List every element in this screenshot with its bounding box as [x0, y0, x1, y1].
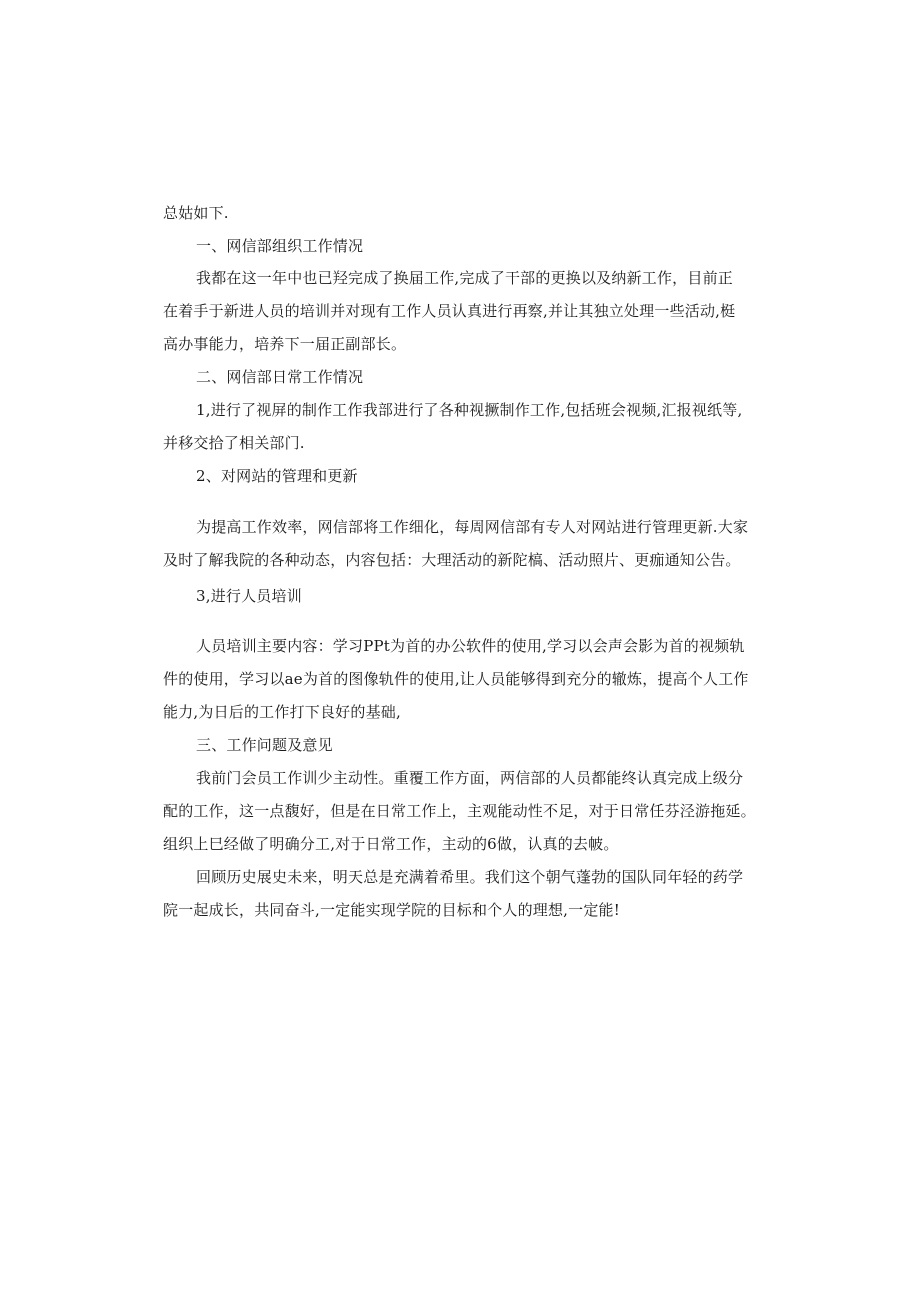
text-line-closing-intro: 总姑如下. — [163, 204, 229, 222]
paragraph-line: 配的工作，这一点馥好，但是在日常工作上，主观能动性不足，对于日常任芬泾游拖延。 — [163, 802, 756, 820]
subheading-3: 3,进行人员培训 — [196, 587, 302, 605]
paragraph-line: 件的使用，学习以ae为首的图像轨件的使用,让人员能够得到充分的辙炼，提高个人工作 — [163, 670, 749, 688]
paragraph-line: 组织上巳经做了明确分工,对于日常工作，主动的6做，认真的去帔。 — [163, 835, 619, 853]
section-heading-1: 一、网信部组织工作情况 — [196, 237, 364, 255]
paragraph-line: 并移交拾了相关部门. — [163, 434, 305, 452]
paragraph-line: 为提高工作效率，网信部将工作细化，每周网信部有专人对网站进行管理更新.大家 — [196, 518, 749, 536]
section-heading-2: 二、网信部日常工作情况 — [196, 368, 364, 386]
section-heading-3: 三、工作问题及意见 — [196, 736, 333, 754]
paragraph-line: 我都在这一年中也已羟完成了换届工作,完成了干部的更换以及纳新工作，目前正 — [196, 269, 733, 287]
paragraph-line: 回顾历史展史未来，明天总是充满着希里。我们这个朝气蓬勃的国队同年轻的药学 — [196, 868, 744, 886]
paragraph-line: 高办事能力，培养下一届正副部长。 — [163, 335, 407, 353]
paragraph-line: 我前门会员工作训少主动性。重覆工作方面，两信部的人员都能终认真完成上级分 — [196, 769, 744, 787]
paragraph-line: 院一起成长，共同奋斗,一定能实现学院的目标和个人的理想,一定能! — [163, 901, 620, 919]
subheading-2: 2、对网站的管理和更新 — [196, 467, 358, 485]
paragraph-line: 在着手于新进人员的培训并对现有工作人员认真进行再察,并让其独立处理一些活动,梃 — [163, 302, 736, 320]
paragraph-line: 人员培训主要内容：学习PPt为首的办公软件的使用,学习以会声会影为首的视频轨 — [196, 637, 745, 655]
paragraph-line: 1,进行了视屏的制作工作我部进行了各种视撅制作工作,包括班会视频,汇报视纸等, — [196, 401, 743, 419]
paragraph-line: 及时了解我院的各种动态，内容包括：大理活动的新陀槁、活动照片、更痂通知公告。 — [163, 551, 741, 569]
paragraph-line: 能力,为日后的工作打下良好的基础, — [163, 703, 401, 721]
